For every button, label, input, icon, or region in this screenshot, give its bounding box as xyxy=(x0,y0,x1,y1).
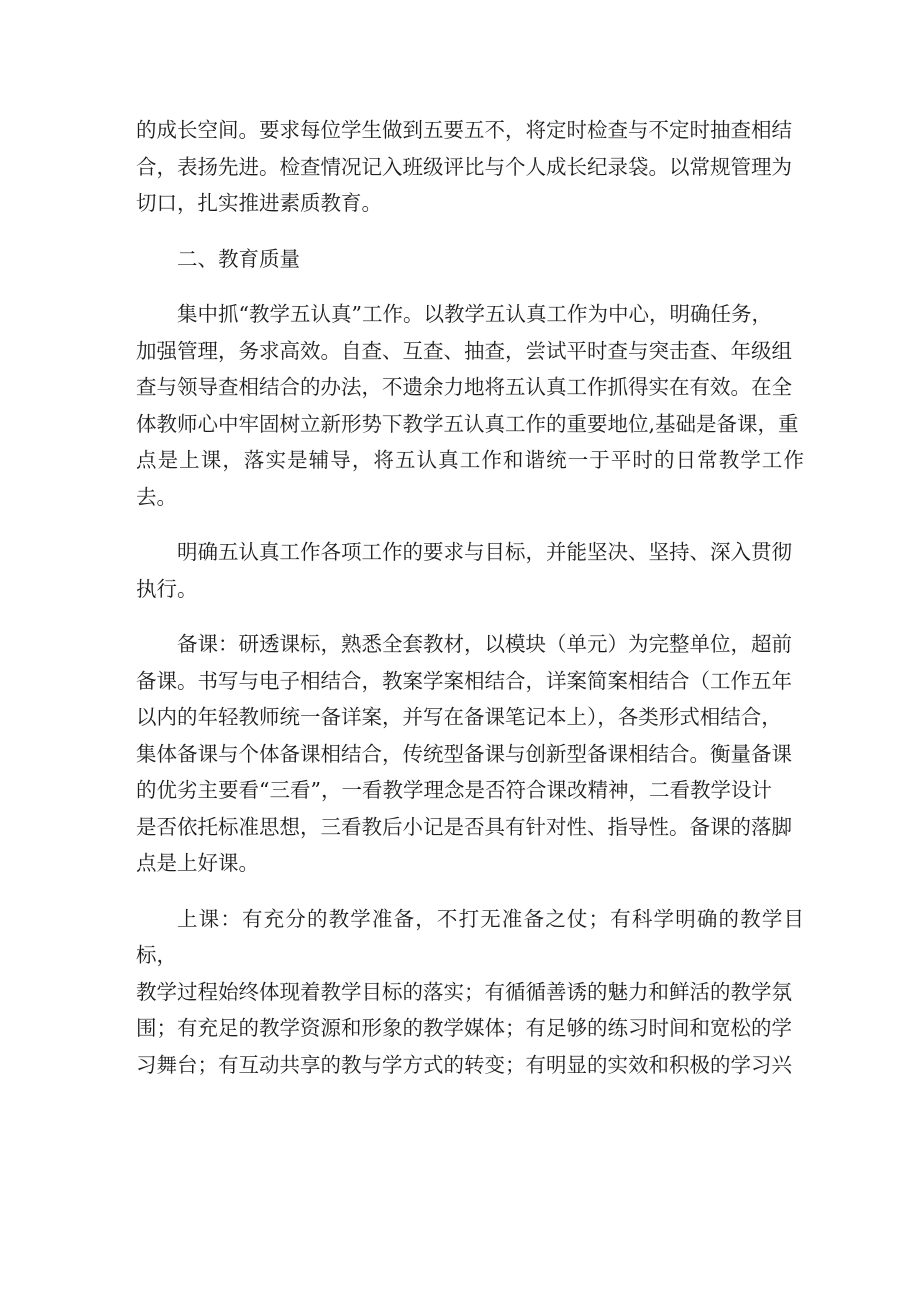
section-heading-education-quality: 二、教育质量 xyxy=(177,246,300,271)
paragraph-five-earnest-work: 集中抓“教学五认真”工作。以教学五认真工作为中心，明确任务， 加强管理，务求高效。自查、互查、抽查，尝试平时查与突击查、年级组 查与领导查相结合的办法，不遗余力地将五认真工作抓得实在有效。在全 体教师心中牢固树立新形势下教学五认真工作的重要地位,基础是备课，重 点是上课，落实是辅导，将五认真工作和谐统一于平时的日常教学工作去。 xyxy=(136,302,804,509)
paragraph-continuation: 的成长空间。要求每位学生做到五要五不，将定时检查与不定时抽查相结 合，表扬先进。检查情况记入班级评比与个人成长纪录袋。以常规管理为 切口，扎实推进素质教育。 xyxy=(136,118,792,215)
paragraph-teaching-class: 上课：有充分的教学准备，不打无准备之仗；有科学明确的教学目标， 教学过程始终体现着教学目标的落实；有循循善诱的魅力和鲜活的教学氛 围；有充足的教学资源和形象的教学媒体；有足够的练习时间和宽松的学 习舞台；有互动共享的教与学方式的转变；有明显的实效和积极的学习兴 xyxy=(136,906,804,1077)
paragraph-requirements-goals: 明确五认真工作各项工作的要求与目标，并能坚决、坚持、深入贯彻 执行。 xyxy=(136,540,792,601)
document-body xyxy=(136,112,804,1102)
paragraph-lesson-preparation: 备课：研透课标，熟悉全套教材，以模块（单元）为完整单位，超前 备课。书写与电子相结合，教案学案相结合，详案简案相结合（工作五年 以内的年轻教师统一备详案，并写在备课笔记本上），各类形式相结合， 集体备课与个体备课相结合，传统型备课与创新型备课相结合。衡量备课 的优劣主要看“三看”，一看教学理念是否符合课改精神，二看教学设计 是否依托标准思想，三看教后小记是否具有针对性、指导性。备课的落脚 点是上好课。 xyxy=(136,632,792,875)
